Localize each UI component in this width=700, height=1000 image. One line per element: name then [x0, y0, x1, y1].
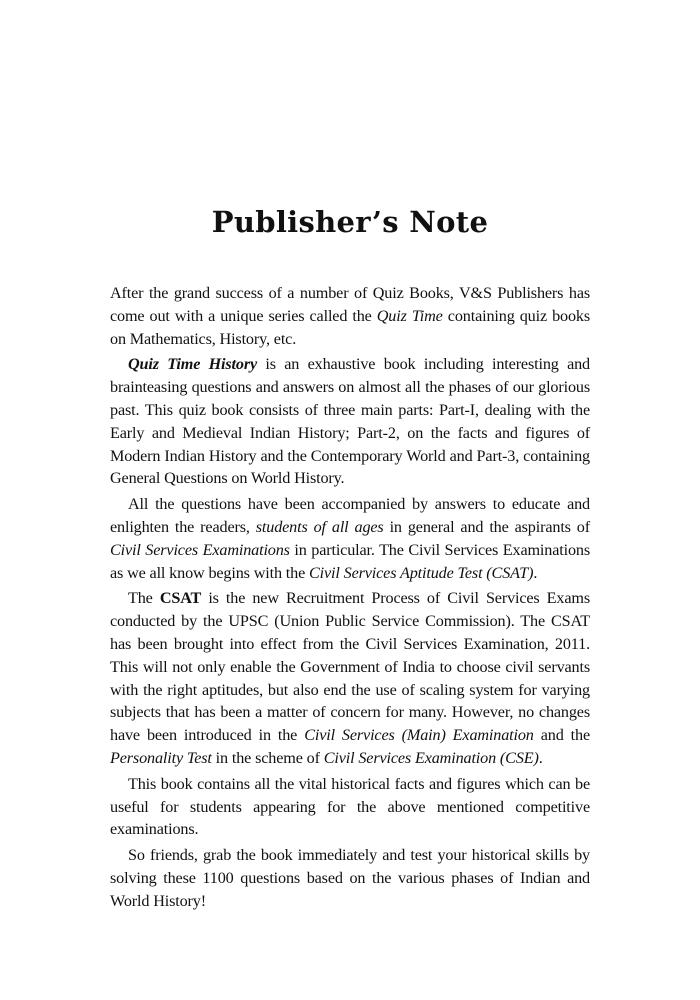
text-run: . — [533, 563, 538, 582]
text-run: and the — [533, 726, 590, 745]
paragraph-6 — [110, 844, 590, 912]
text-run: . — [538, 748, 543, 767]
paragraph-3 — [110, 493, 590, 584]
body-text — [110, 282, 590, 916]
page-title: Publisher’s Note — [211, 205, 489, 239]
text-run-bold-italic: Quiz Time History — [128, 355, 258, 374]
text-run: The — [128, 589, 160, 608]
text-run: in general and the aspirants of — [383, 517, 590, 536]
text-run-italic: Personality Test — [110, 748, 212, 767]
paragraph-5 — [110, 773, 590, 841]
text-run: in the scheme of — [211, 748, 324, 767]
paragraph-4 — [110, 587, 590, 769]
text-run: is an exhaustive book including interesting and brainteasing questions and answers on almost all the phases of our glorious past. This quiz book consists of three main parts: Part-I, dealing with the Early and Medieval Indian History; Part-2, on the facts and figures of Modern Indian History and the Contemporary World and Part-3, containing General Questions on World History. — [110, 355, 590, 488]
text-run: So friends, grab the book immediately and test your historical skills by solving these 1100 questions based on the various phases of Indian and World History! — [110, 846, 590, 910]
text-run-bold: CSAT — [159, 589, 202, 608]
text-run-italic: Civil Services Aptitude Test (CSAT) — [309, 563, 534, 582]
text-run: containing quiz books on Mathematics, History, etc. — [110, 306, 590, 348]
text-run-italic: Civil Services Examination (CSE) — [323, 748, 539, 767]
paragraph-2 — [110, 353, 590, 490]
text-run-italic: Quiz Time — [376, 306, 443, 325]
text-run-italic: Civil Services Examinations — [110, 540, 290, 559]
text-run: is the new Recruitment Process of Civil Services Exams conducted by the UPSC (Union Public Service Commission). The CSAT has been brought into effect from the Civil Services Examination, 2011. This will not only enable the Government of India to choose civil servants with the right aptitudes, but also end the use of scaling system for varying subjects that has been a matter of concern for many. However, no changes have been introduced in the — [110, 589, 590, 745]
text-run: in particular. The Civil Services Examinations as we all know begins with the — [110, 540, 590, 582]
text-run-italic: students of all ages — [255, 517, 384, 536]
text-run: All the questions have been accompanied by answers to educate and enlighten the readers, — [110, 495, 590, 536]
text-run: This book contains all the vital historical facts and figures which can be useful for students appearing for the above mentioned competitive examinations. — [110, 774, 590, 839]
text-run: After the grand success of a number of Quiz Books, V&S Publishers has come out with a unique series called the — [110, 284, 590, 325]
paragraph-1 — [110, 282, 590, 350]
text-run-italic: Civil Services (Main) Examination — [304, 726, 534, 745]
